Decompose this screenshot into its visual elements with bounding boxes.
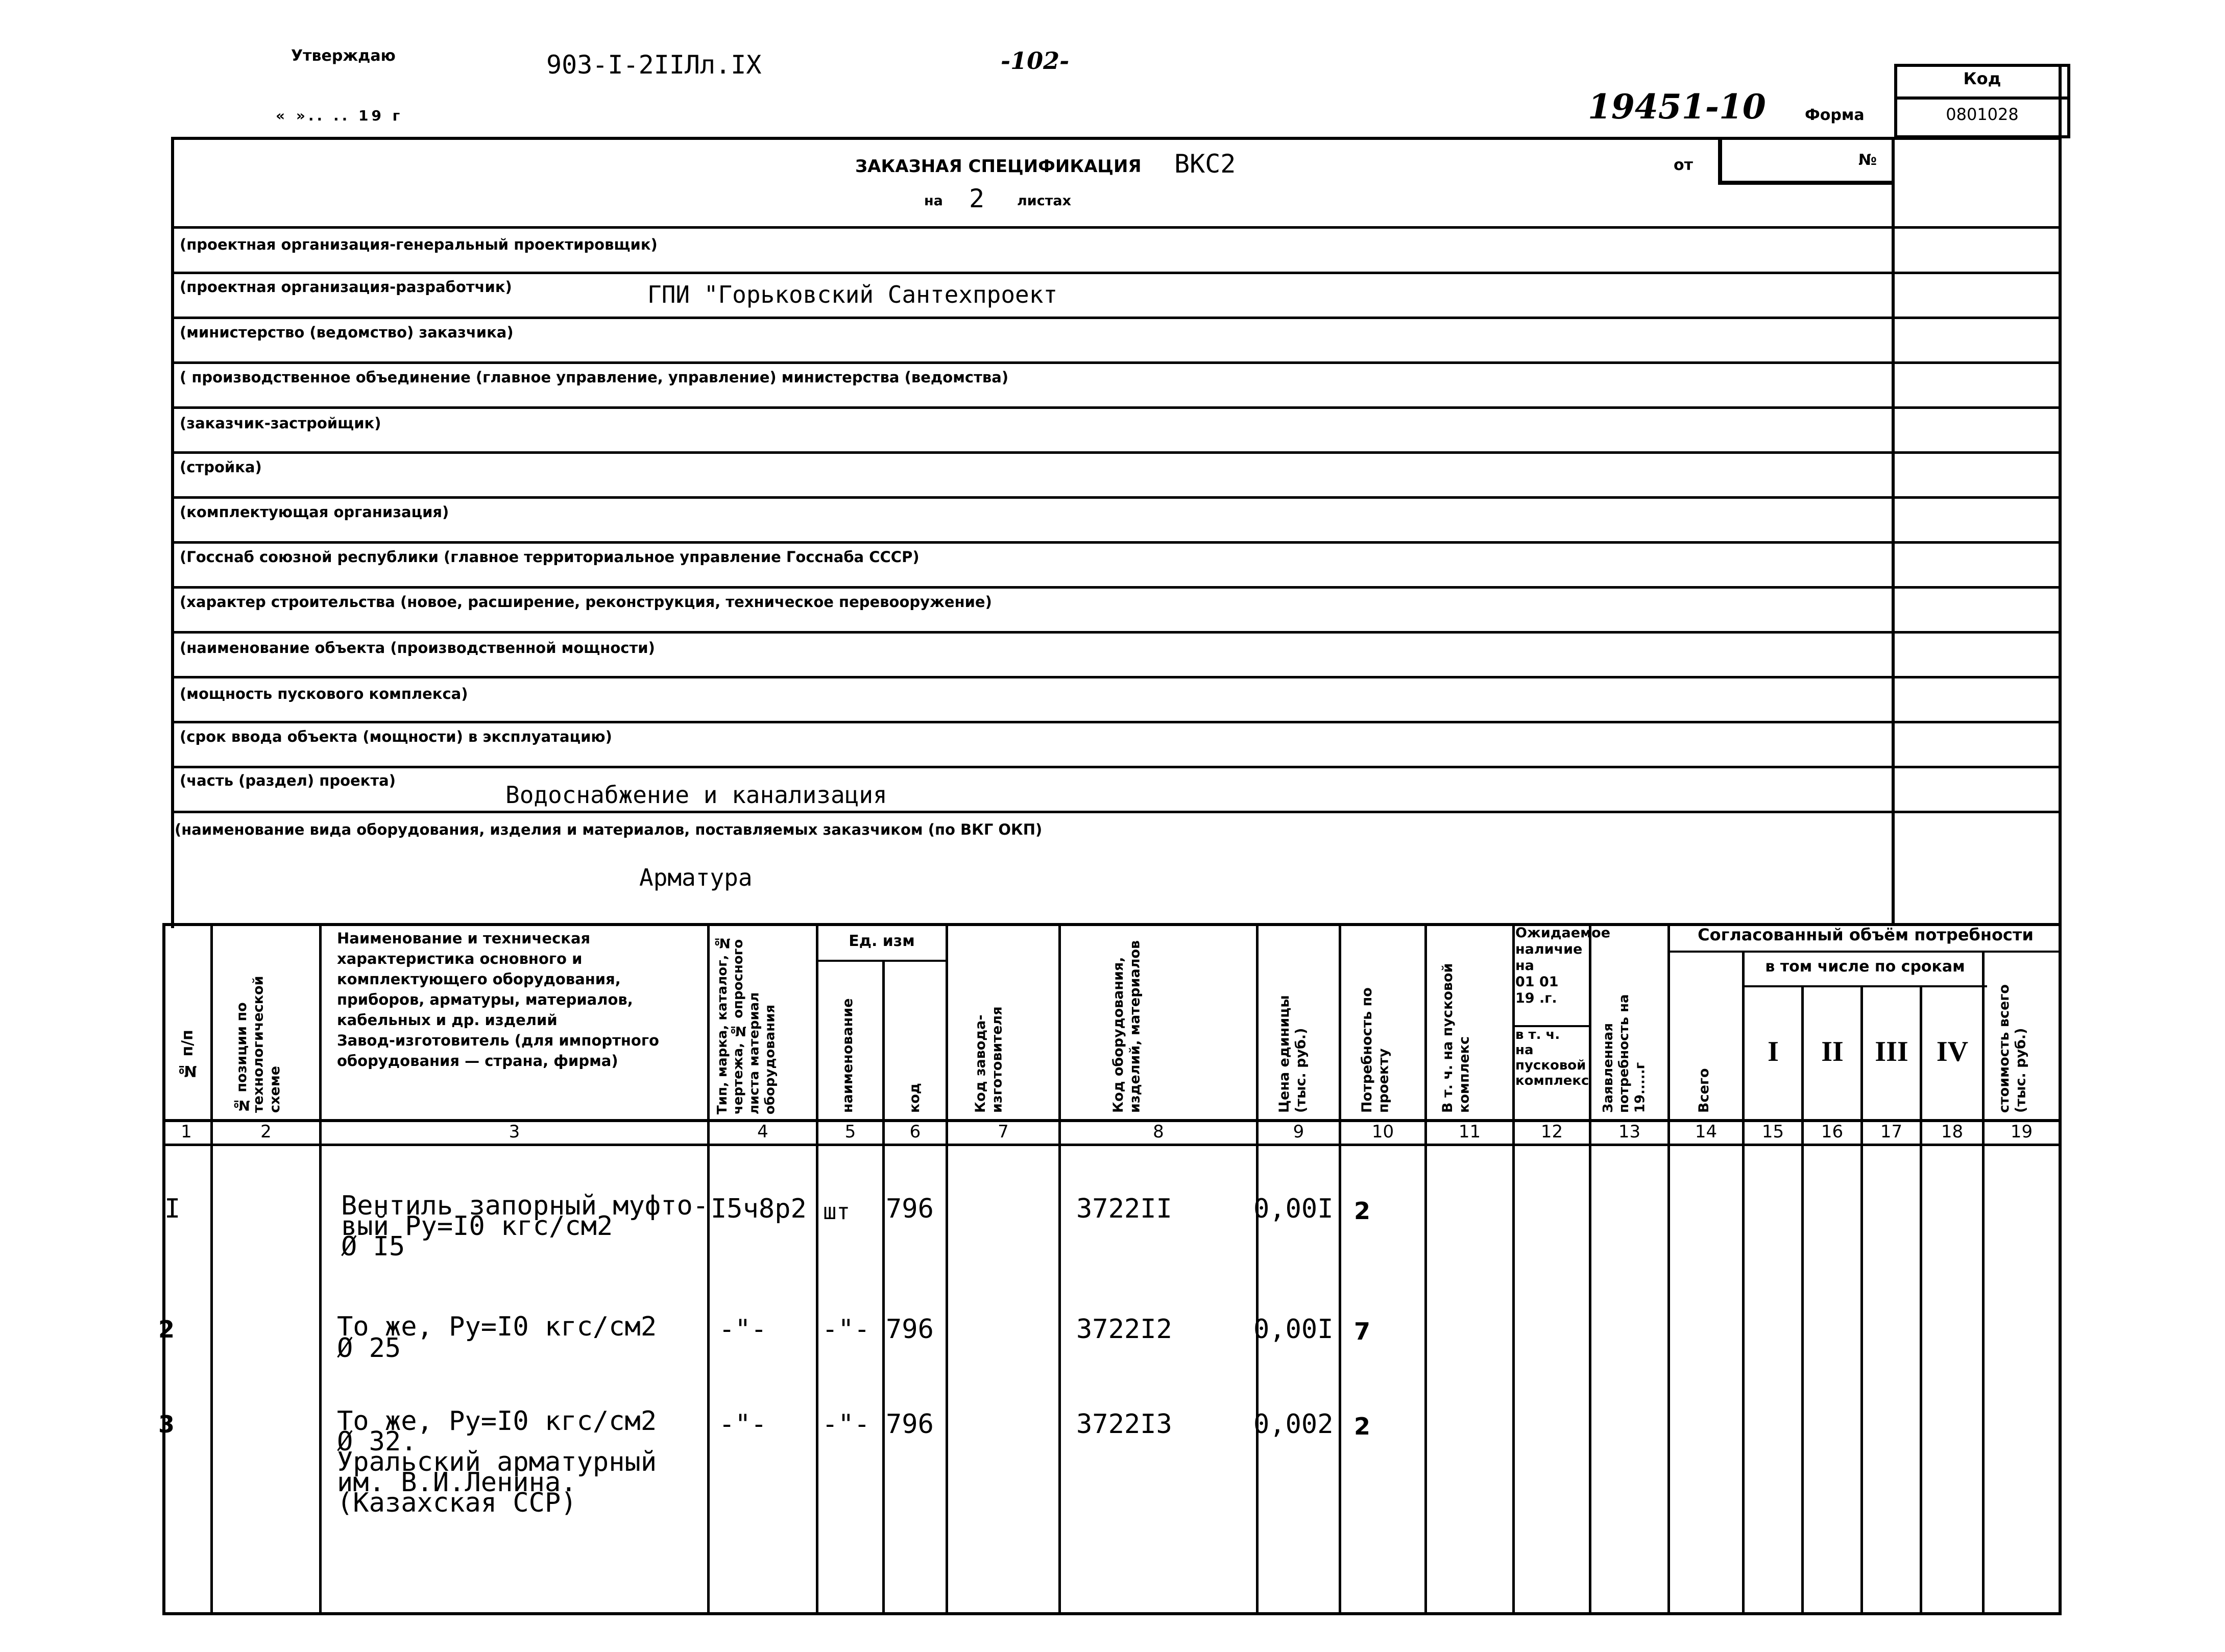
header-equipment-name: Наименование и техническая характеристика основного и комплектующего оборудования, приборов, арматуры, материалов, кабельных и др. изделий Завод-изготовитель (для импортного оборудования — страна, фирма) — [337, 930, 659, 1070]
column-number: 1 — [181, 1122, 192, 1142]
from-label: от — [1674, 156, 1693, 174]
form-label-production-association: ( производственное объединение (главное управление, управление) министерства (ведомства) — [180, 369, 1009, 386]
column-number: 15 — [1761, 1122, 1784, 1142]
column-number: 3 — [509, 1122, 520, 1142]
row-3-equipment-code: 3722I3 — [1076, 1409, 1172, 1440]
form-label-commissioning: (срок ввода объекта (мощности) в эксплуатацию) — [180, 728, 612, 745]
header-by-terms: в том числе по срокам — [1765, 958, 1965, 976]
row-1-need: 2 — [1354, 1197, 1371, 1225]
form-label-developer: (проектная организация-разработчик) — [180, 278, 512, 296]
form-value-developer: ГПИ "Горьковский Сантехпроект — [647, 281, 1058, 308]
row-3-price: 0,002 — [1253, 1409, 1334, 1440]
header-term-3: III — [1875, 1036, 1908, 1067]
row-3-name: То же, Ру=I0 кгс/см2 Ø 32. Уральский арматурный им. В.И.Ленина. (Казахская ССР) — [337, 1406, 657, 1518]
header-declared-need: Заявленная потребность на 19.....г — [1601, 994, 1648, 1113]
handwritten-code: 19451-10 — [1588, 87, 1766, 127]
kod-label: Код — [1963, 69, 2001, 88]
column-number: 6 — [909, 1122, 921, 1142]
column-number: 19 — [2010, 1122, 2033, 1142]
form-label-object-name: (наименование объекта (производственной мощности) — [180, 639, 655, 657]
column-number: 14 — [1695, 1122, 1718, 1142]
sheets-count: 2 — [969, 184, 985, 213]
header-type-mark: Тип, марка, каталог, № чертежа, № опросного листа материал оборудования — [715, 935, 778, 1114]
form-value-project-part: Водоснабжение и канализация — [505, 781, 887, 809]
form-label-general-designer: (проектная организация-генеральный проектировщик) — [180, 236, 658, 253]
header-total: Всего — [1696, 1068, 1712, 1113]
header-total-cost: стоимость всего (тыс. руб.) — [1996, 984, 2029, 1113]
form-label-gossnab: (Госснаб союзной республики (главное территориальное управление Госснаба СССР) — [180, 548, 920, 566]
row-2-equipment-code: 3722I2 — [1076, 1314, 1172, 1345]
approve-date-line: « ».. .. 19 г — [276, 107, 403, 124]
column-number: 13 — [1618, 1122, 1641, 1142]
spec-code: ВКС2 — [1174, 149, 1236, 179]
column-number: 16 — [1821, 1122, 1844, 1142]
forma-label: Форма — [1805, 106, 1865, 124]
row-1-type: I5ч8р2 — [711, 1194, 807, 1224]
row-3-need: 2 — [1354, 1413, 1371, 1440]
column-number: 7 — [998, 1122, 1009, 1142]
header-unit-group: Ед. изм — [849, 932, 915, 950]
row-2-type: -"- — [719, 1314, 767, 1345]
row-1-price: 0,00I — [1253, 1194, 1334, 1224]
header-agreed-volume: Согласованный объём потребности — [1698, 925, 2034, 944]
column-number: 9 — [1293, 1122, 1304, 1142]
row-1-name: Вентиль запорный муфто- вый Ру=I0 кгс/см2 Ø I5 — [341, 1191, 709, 1262]
header-term-2: II — [1821, 1036, 1844, 1067]
document-number: 903-I-2IIЛл.IX — [546, 50, 762, 80]
row-2-need: 7 — [1354, 1318, 1371, 1345]
form-frame — [171, 137, 2060, 928]
row-1-equipment-code: 3722II — [1076, 1194, 1172, 1224]
column-number: 12 — [1540, 1122, 1563, 1142]
column-number: 18 — [1941, 1122, 1964, 1142]
equipment-type-value: Арматура — [639, 864, 753, 891]
header-manufacturer-code: Код завода-изготовителя — [973, 1006, 1005, 1113]
row-3-type: -"- — [719, 1409, 767, 1440]
column-number: 17 — [1880, 1122, 1903, 1142]
form-label-project-part: (часть (раздел) проекта) — [180, 772, 396, 789]
form-label-capacity: (мощность пускового комплекса) — [180, 685, 468, 702]
header-position-number: № позиции по технологической схеме — [234, 976, 283, 1113]
equipment-type-label: (наименование вида оборудования, изделия и материалов, поставляемых заказчиком (по ВКГ ОКП) — [175, 821, 1043, 838]
header-row-number: № п/п — [179, 1030, 197, 1080]
number-label: № — [1858, 151, 1877, 169]
header-unit-code: код — [907, 1083, 923, 1113]
header-unit-price: Цена единицы (тыс. руб.) — [1276, 995, 1309, 1113]
column-number: 5 — [844, 1122, 856, 1142]
row-2-unit: -"- — [822, 1314, 870, 1345]
header-unit-name: наименование — [840, 998, 856, 1113]
sheets-suffix: листах — [1017, 193, 1071, 209]
form-label-construction: (стройка) — [180, 458, 262, 476]
row-3-unit-code: 796 — [886, 1409, 934, 1440]
header-expected-launch: в т. ч. на пусковой комплекс — [1515, 1027, 1589, 1088]
column-number: 8 — [1153, 1122, 1164, 1142]
column-number: 2 — [260, 1122, 272, 1142]
row-2-number: 2 — [158, 1316, 175, 1343]
approve-label: Утверждаю — [291, 47, 396, 65]
form-label-customer: (заказчик-застройщик) — [180, 415, 381, 432]
column-number: 10 — [1371, 1122, 1394, 1142]
form-label-ministry: (министерство (ведомство) заказчика) — [180, 324, 514, 341]
row-1-unit-code: 796 — [886, 1194, 934, 1224]
header-launch-complex: В т. ч. на пусковой комплекс — [1440, 963, 1472, 1113]
row-3-number: 3 — [158, 1411, 175, 1438]
sheets-prefix: на — [924, 193, 943, 209]
row-2-price: 0,00I — [1253, 1314, 1334, 1345]
header-equipment-code: Код оборудования, изделий, материалов — [1110, 940, 1143, 1113]
header-term-1: I — [1768, 1036, 1779, 1067]
form-label-supplier-org: (комплектующая организация) — [180, 503, 449, 521]
row-3-unit: -"- — [822, 1409, 870, 1440]
row-2-unit-code: 796 — [886, 1314, 934, 1345]
spec-title: ЗАКАЗНАЯ СПЕЦИФИКАЦИЯ — [855, 156, 1142, 177]
column-number: 4 — [757, 1122, 768, 1142]
form-label-construction-type: (характер строительства (новое, расширение, реконструкция, техническое перевооружение) — [180, 593, 992, 611]
row-2-name: То же, Ру=I0 кгс/см2 Ø 25 — [337, 1311, 657, 1364]
row-1-unit: шт — [823, 1199, 850, 1225]
page-mark: -102- — [1001, 47, 1070, 75]
header-expected-availability: Ожидаемое наличие на 01 01 19 .г. — [1515, 925, 1611, 1006]
header-project-need: Потребность по проекту — [1359, 987, 1392, 1113]
column-number: 11 — [1458, 1122, 1481, 1142]
header-term-4: IV — [1936, 1036, 1969, 1067]
row-1-number: I — [164, 1194, 181, 1224]
kod-value: 0801028 — [1946, 105, 2019, 124]
